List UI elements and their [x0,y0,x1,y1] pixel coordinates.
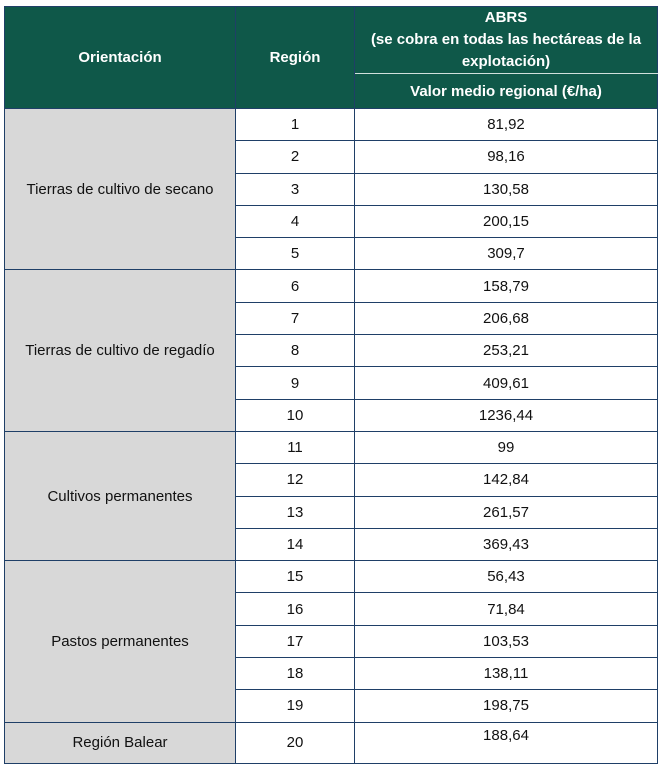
table-row [5,561,658,593]
value-cell: 71,84 [355,593,658,625]
value-cell: 138,11 [355,658,658,690]
value-cell: 103,53 [355,625,658,657]
table-header [5,7,658,109]
region-cell: 10 [236,399,355,431]
abrs-subtitle: (se cobra en todas las hectáreas de la explotación) [370,31,642,70]
value-cell: 409,61 [355,367,658,399]
region-cell: 11 [236,431,355,463]
region-cell: 20 [236,722,355,763]
region-cell: 2 [236,141,355,173]
region-header: Región [236,7,355,109]
abrs-header [355,7,658,74]
region-cell: 12 [236,464,355,496]
value-header: Valor medio regional (€/ha) [355,74,658,109]
value-cell: 253,21 [355,335,658,367]
value-cell: 98,16 [355,141,658,173]
value-cell: 81,92 [355,109,658,141]
orientation-cell: Tierras de cultivo de regadío [5,270,236,431]
value-cell: 1236,44 [355,399,658,431]
orientation-cell: Pastos permanentes [5,561,236,722]
table-body [5,109,658,764]
region-cell: 17 [236,625,355,657]
region-cell: 19 [236,690,355,722]
region-cell: 16 [236,593,355,625]
region-cell: 6 [236,270,355,302]
region-cell: 3 [236,173,355,205]
table-row [5,109,658,141]
value-cell: 188,64 [355,722,658,763]
abrs-table [4,6,658,764]
value-cell: 142,84 [355,464,658,496]
region-cell: 4 [236,205,355,237]
region-cell: 9 [236,367,355,399]
value-cell: 369,43 [355,528,658,560]
value-cell: 99 [355,431,658,463]
value-cell: 56,43 [355,561,658,593]
region-cell: 5 [236,238,355,270]
region-cell: 1 [236,109,355,141]
value-cell: 198,75 [355,690,658,722]
orientation-cell: Cultivos permanentes [5,431,236,560]
region-cell: 14 [236,528,355,560]
orientation-cell: Tierras de cultivo de secano [5,109,236,270]
value-cell: 206,68 [355,302,658,334]
value-cell: 130,58 [355,173,658,205]
region-cell: 18 [236,658,355,690]
orientation-header: Orientación [5,7,236,109]
value-cell: 261,57 [355,496,658,528]
value-cell: 309,7 [355,238,658,270]
table-row [5,431,658,463]
abrs-title: ABRS [484,9,528,26]
table-row [5,722,658,763]
region-cell: 8 [236,335,355,367]
orientation-cell: Región Balear [5,722,236,763]
region-cell: 13 [236,496,355,528]
region-cell: 15 [236,561,355,593]
value-cell: 200,15 [355,205,658,237]
value-cell: 158,79 [355,270,658,302]
table-row [5,270,658,302]
region-cell: 7 [236,302,355,334]
